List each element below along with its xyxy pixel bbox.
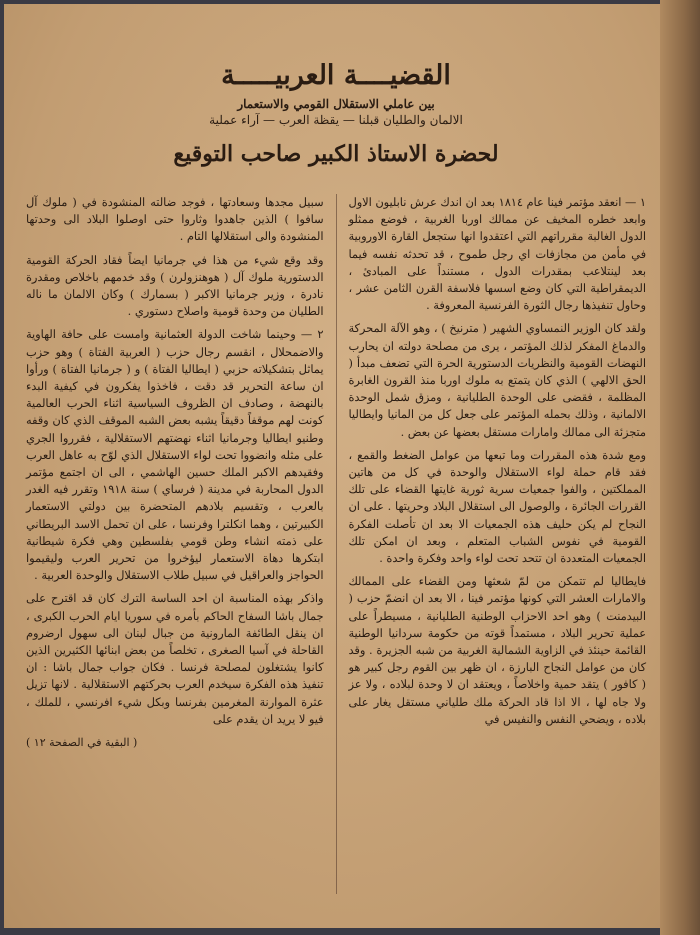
book-spine xyxy=(660,0,700,935)
paragraph: وقد وقع شيء من هذا في جرمانيا ايضاً فقاد الحركة القومية الدستورية ملوك آل ( هوهنزولرن ) وقد خدمهم باخلاص ومقدرة نادرة ، وزير جرمانيا الاكبر ( بسمارك ) وكان الالمان ما ناله الطليان من وحدة قومية واصلاح دستوري . xyxy=(25,253,324,319)
left-column xyxy=(26,194,324,894)
article xyxy=(26,40,646,910)
text-columns xyxy=(26,194,646,894)
paragraph: واذكر بهذه المناسبة ان احد الساسة الترك كان قد اقترح على جمال باشا السفاح الحاكم بأمره في سوريا ايام الحرب الكبرى ، ان ينقل الطائفة المارونية من جبال لبنان الى سهول ارضروم القاحلة في آسيا الصغرى ، تخلصاً من بعض ابنائها الكثيرين الذين كانوا يشتغلون لمصلحة فرنسا . فكان جواب جمال باشا : ان تنفيذ هذه الفكرة سيخدم العرب بحركتهم الاستقلالية . لانها تزيل عثرة الموارنة المغرمين بفرنسا وبكل شيء افرنسي ، للملك ، فيو لا يريد ان يقدم على xyxy=(25,592,324,726)
paragraph: ١ — انعقد مؤتمر فينا عام ١٨١٤ بعد ان اندك عرش نابليون الاول وابعد خطره المخيف عن ممالك اوربا الغربية ، فوضع ممثلو الدول الغالبة مقرراتهم التي اعتقدوا انها ستجعل القارة الاوروبية في مأمن من مجازفات اي رجل طموح ، قد تحدثه نفسه فيما بعد لينتلاعب بمقدرات الدول ، مستنداً على المبادئ ، الديمقراطية التي كان وضع اسسها فلاسفة القرن الثامن عشر ، وحاول تنفيذها رجال الثورة الفرنسية المعروفة . xyxy=(348,196,646,313)
right-column xyxy=(348,194,646,894)
continued-note: ( البقية في الصفحة ١٢ ) xyxy=(25,736,138,750)
page-title: القضيــــة العربيـــــة xyxy=(221,60,451,91)
paragraph: ٢ — وحينما شاخت الدولة العثمانية وامست على حافة الهاوية والاضمحلال ، انقسم رجال حزب ( العربية الفتاة ) وهو حزب يماثل بتشكيلاته حزبي ( ايطاليا الفتاة ) و ( جرمانيا الفتاة ) ورأوا ان ساعة التحرير قد دقت ، فاخذوا يفكرون في كيفية البدء بالنهضة ، وصادف ان الظروف السياسية اثناء الحرب العالمية كونت لهم موقفاً دقيقاً يشبه بعض الشبه الموقف الذي كان وقفه وطنيو ايطاليا وجرمانيا اثناء نهضتهم الاستقلالية ، فقرروا الجري على مثله وانضووا تحت لواء الاستقلال الذي لوّح به عاهل العرب وفقيدهم الاكبر الملك حسين الهاشمي ، الى ان اجتمع مؤتمر الدول المحاربة في مدينة ( فرساي ) سنة ١٩١٨ وتقرر فيه الغدر بالعرب ، وتقسيم بلادهم المتحضرة بين دولتي الاستعمار الكبيرتين ، وهما انكلترا وفرنسا ، على ان تحمل الاسد البريطاني على ذمته انشاء وطن قومي بفلسطين وهي فكرة شيطانية ابتكرها دهاة الاستعمار ليؤخروا من تحرير العرب وليقيموا الحواجز والعراقيل في سبيل طلاب الاستقلال والوحدة العربية . xyxy=(25,328,324,583)
paragraph: فايطاليا لم تتمكن من لمّ شعثها ومن القضاء على الممالك والامارات العشر التي كونها مؤتمر فينا ، الا بعد ان انضمّ حزب ( البيدمنت ) وهو احد الاحزاب الوطنية الطليانية ، مسيطراً على عملية تحرير البلاد ، مستمداً قوته من حكومة سردانيا الوطنية القائمة حينئذ في الزاوية الشمالية الغربية من شبه الجزيرة . وقد كان من عوامل النجاح البارزة ، ان ظهر بين القوم رجل كبير هو ( كافور ) يتقد حمية واخلاصاً ، ويعتقد ان لا وحدة لبلاده ، ولا عز ولا جاه لها ، الا اذا قاد الحركة ملك طلياني مستقل يغار على بلاده ، ويضحي النفس والنفيس في xyxy=(348,575,646,726)
article-header xyxy=(26,60,646,127)
paragraph: ولقد كان الوزير النمساوي الشهير ( مترنيخ ) ، وهو الآلة المحركة والدماغ المفكر لذلك المؤتمر ، يرى من مصلحة دولته ان يحارب النهضات القومية والنظريات الدستورية الحرة التي تضعف مبدأ ( الحق الالهي ) الذي كان يتمتع به ملوك اوربا منذ القرون الغابرة المظلمة ، فقضى على الوحدة الطليانية ، ومزق شمل الوحدة الالمانية ، وذلك بحمله المؤتمر على جعل كل من المانيا وايطاليا متجزئة الى ممالك وامارات مستقل بعضها عن بعض . xyxy=(348,322,646,439)
section-title: لحضرة الاستاذ الكبير صاحب التوقيع xyxy=(173,141,499,167)
page-subtitle: بين عاملي الاستقلال القومي والاستعمار xyxy=(237,97,435,111)
paragraph: ومع شدة هذه المقررات وما تبعها من عوامل الضغط والقمع ، فقد قام حملة لواء الاستقلال والوحدة في كل من هاتين المملكتين ، والفوا جمعيات سرية ثورية غايتها القضاء على تلك القررات الجائرة ، والوصول الى استقلال البلاد وحريتها . على ان النجاح لم يكن حليف هذه الجمعيات الا بعد ان تأصلت الفكرة القومية في نفوس الشباب المتعلم ، وبعد ان امكن تلك الجمعيات المتعددة ان تتحد تحت لواء واحد وفكرة واحدة . xyxy=(348,448,646,566)
page-subtitle-secondary: الالمان والطليان قبلنا — يقظة العرب — آراء عملية xyxy=(209,113,463,127)
paragraph: سبيل مجدها وسعادتها ، فوجد ضالته المنشودة في ( ملوك آل سافوا ) الذين جاهدوا وثاروا حتى اوصلوا البلاد الى وحدتها المنشودة والى استقلالها التام . xyxy=(25,196,324,244)
column-divider xyxy=(336,194,337,894)
